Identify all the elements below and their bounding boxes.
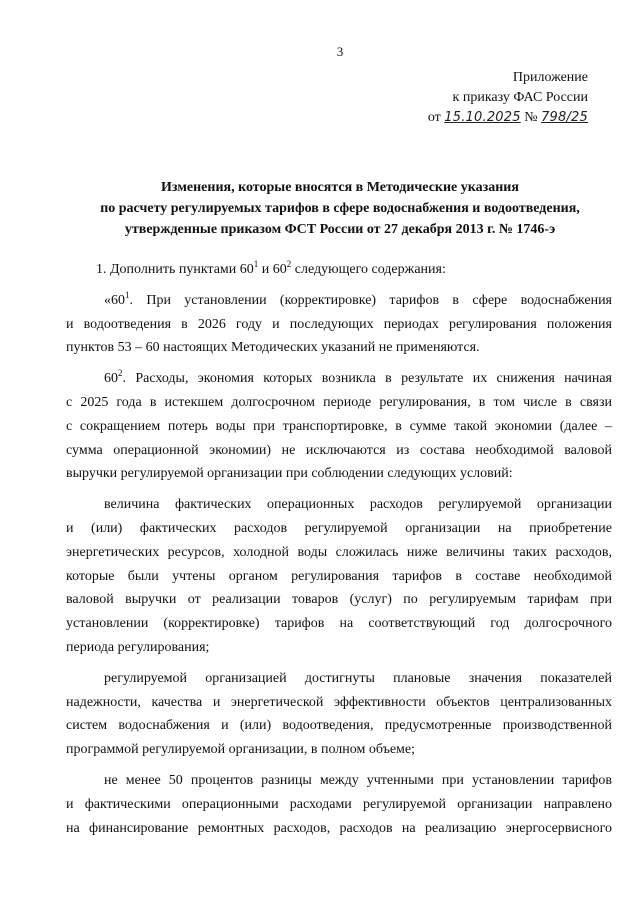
from-prefix: от	[427, 110, 441, 125]
document-body	[66, 258, 612, 840]
page-number: 3	[336, 44, 344, 59]
appendix-label: Приложение	[512, 70, 588, 85]
appendix-header	[428, 68, 588, 128]
condition-1: величина фактических операционных расходов регулируемой организации и (или) фактических расходов регулируемой организации на приобретение энергетических ресурсов, холодной воды сложилась ниже величины таких расходов, которые были учтены органом регулирования тарифов в составе необходимой валовой выручки от реализации товаров (услуг) по регулируемым тарифам при установлении (корректировке) тарифов на соответствующий год долгосрочного периода регулирования;	[66, 497, 612, 655]
title-line-1: Изменения, которые вносятся в Методические указания	[161, 180, 519, 195]
appendix-date-number	[428, 108, 588, 128]
condition-2: регулируемой организацией достигнуты плановые значения показателей надежности, качества и энергетической эффективности объектов централизованных систем водоснабжения и (или) водоотведения, предусмотренные производственной программой регулируемой организации, в полном объеме;	[66, 670, 612, 758]
appendix-order-ref: к приказу ФАС России	[452, 90, 588, 105]
paragraph-60-1: «$60^1$. При установлении (корректировке) тарифов в сфере водоснабжения и водоотведения в 2026 году и последующих периодах регулирования положения пунктов 53 – 60 настоящих Методических указаний не применяются.	[66, 289, 612, 356]
handwritten-number: 798/25	[541, 110, 588, 125]
handwritten-date: 15.10.2025	[444, 110, 521, 125]
number-prefix: №	[524, 110, 538, 125]
title-line-2: по расчету регулируемых тарифов в сфере водоснабжения и водоотведения,	[100, 201, 580, 216]
document-title	[60, 177, 620, 240]
item-1: 1. Дополнить пунктами $60^1$ и $60^2$ следующего содержания:	[96, 259, 446, 277]
paragraph-60-2: $60^2$. Расходы, экономия которых возникла в результате их снижения начиная с 2025 года в истекшем долгосрочном периоде регулирования, в том числе в связи с сокращением потерь воды при транспортировке, в сумме такой экономии (далее – сумма операционной экономии) не исключаются из состава необходимой валовой выручки регулируемой организации при соблюдении следующих условий:	[66, 368, 612, 482]
title-line-3: утвержденные приказом ФСТ России от 27 декабря 2013 г. № 1746-э	[124, 222, 556, 237]
condition-3: не менее 50 процентов разницы между учтенными при установлении тарифов и фактическими операционными расходами регулируемой организации направлено на финансирование ремонтных расходов, расходов на реализацию энергосервисного	[66, 772, 612, 836]
